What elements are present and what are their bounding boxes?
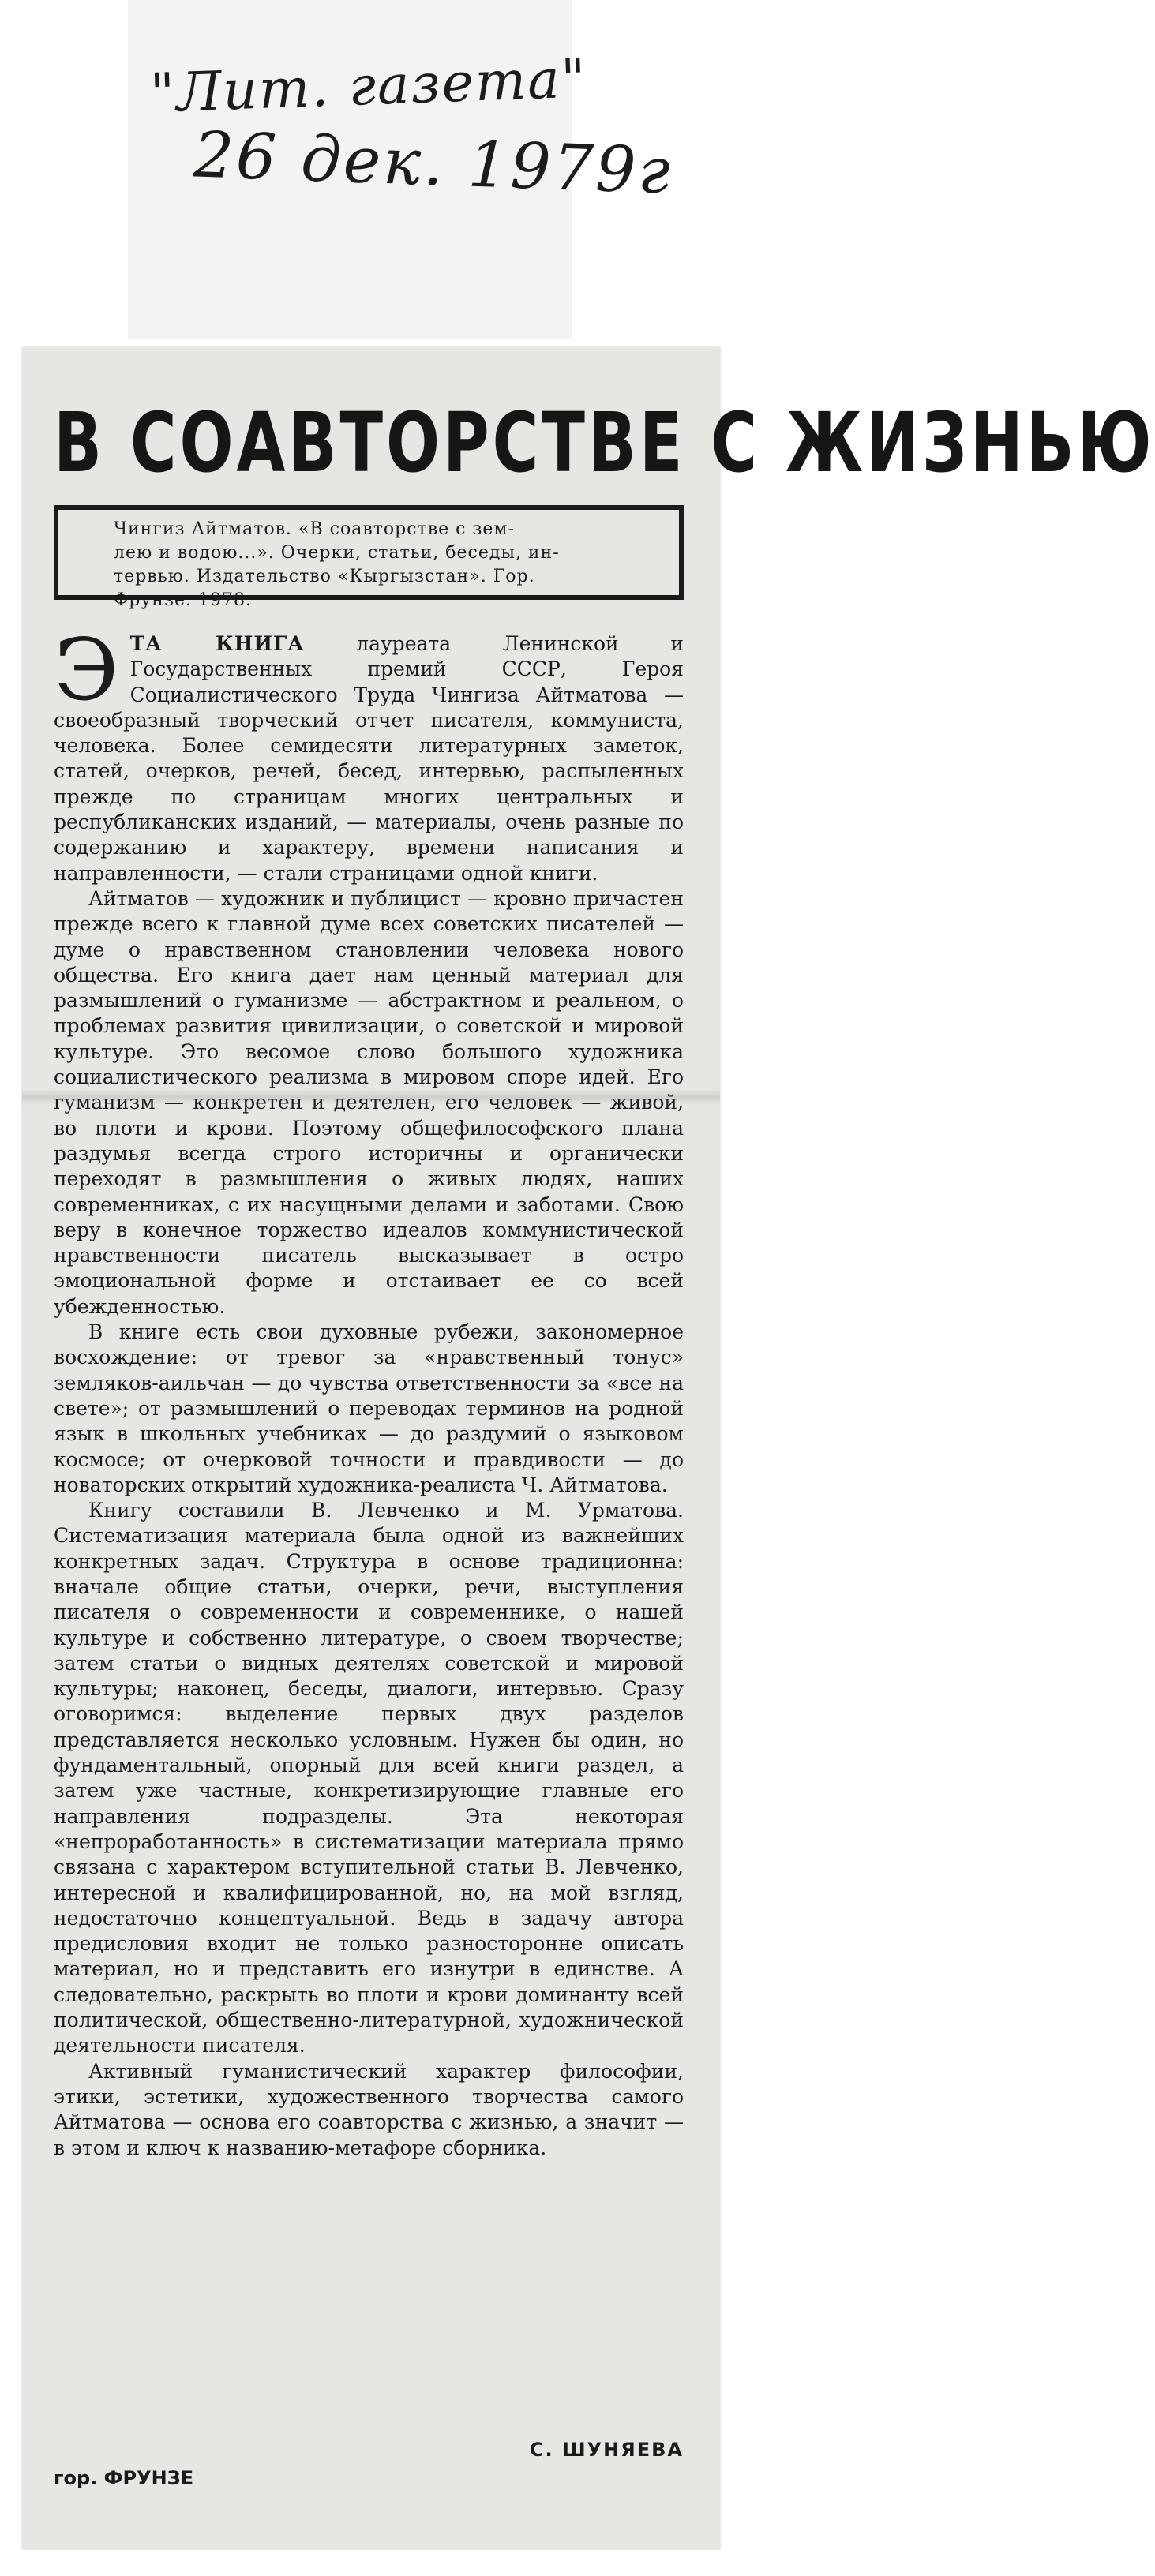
paragraph [54, 621, 684, 886]
article-body [54, 621, 684, 2161]
paragraph: Книгу составили В. Левченко и М. Урматова. Систематизация материала была одной из важнейших конкретных задач. Структура в основе традиционна: вначале общие статьи, очерки, речи, выступления писателя о современности и современнике, о нашей культуре и собственно литературе, о своем творчестве; затем статьи о видных деятелях советской и мировой культуры; наконец, беседы, диалоги, интервью. Сразу оговоримся: выделение первых двух разделов представляется несколько условным. Нужен бы один, но фундаментальный, опорный для всей книги раздел, а затем уже частные, конкретизирующие главные его направления подразделы. Эта некоторая «непроработанность» в систематизации материала прямо связана с характером вступительной статьи В. Левченко, интересной и квалифицированной, но, на мой взгляд, недостаточно концептуальной. Ведь в задачу автора предисловия входит не только разносторонне описать материал, но и представить его изнутри в единстве. А следовательно, раскрыть во плоти и крови доминанту всей политической, общественно-литературной, художнической деятельности писателя. [54, 1499, 684, 2057]
newspaper-clipping [22, 347, 1155, 2549]
author-signature: С. ШУНЯЕВА [529, 2439, 684, 2461]
paragraph-text: лауреата Ленинской и Государственных премий СССР, Героя Социалистического Труда Чингиза Айтматова — своеобразный творческий отчет писателя, коммуниста, человека. Более семидесяти литературных заметок, статей, очерков, речей, бесед, интервью, распыленных прежде по страницам многих центральных и республиканских изданий, — материалы, очень разные по содержанию и характеру, времени написания и направленности, — стали страницами одной книги. [54, 632, 684, 885]
article-headline: В СОАВТОРСТВЕ С ЖИЗНЬЮ [54, 395, 1155, 491]
drop-cap: Э [54, 621, 119, 720]
book-info-box [54, 505, 684, 610]
book-info-line: Чингиз Айтматов. «В соавторстве с зем- [114, 519, 515, 539]
paragraph: В книге есть свои духовные рубежи, закономерное восхождение: от тревог за «нравственный тонус» земляков-аильчан — до чувства ответственности за «все на свете»; от размышлений о переводах терминов на родной язык в школьных учебниках — до раздумий о языковом космосе; от очерковой точности и правдивости — до новаторских открытий художника-реалиста Ч. Айтматова. [54, 1320, 684, 1496]
article-footer [54, 2439, 684, 2489]
paragraph: Айтматов — художник и публицист — кровно причастен прежде всего к главной думе всех советских писателей — думе о нравственном становлении человека нового общества. Его книга дает нам ценный материал для размышлений о гуманизме — абстрактном и реальном, о проблемах развития цивилизации, о советской и мировой культуре. Это весомое слово большого художника социалистического реализма в мировом споре идей. Его гуманизм — конкретен и деятелен, его человек — живой, во плоти и крови. Поэтому общефилософского плана раздумья всегда строго историчны и органически переходят в размышления о живых людях, наших современниках, с их насущными делами и заботами. Свою веру в конечное торжество идеалов коммунистической нравственности писатель высказывает в остро эмоциональной форме и отстаивает ее со всей убежденностью. [54, 886, 684, 1318]
dateline-place: гор. ФРУНЗЕ [54, 2467, 194, 2489]
book-info-line: Фрунзе. 1978. [114, 590, 252, 610]
paragraph: Активный гуманистический характер философии, этики, эстетики, художественного творчества самого Айтматова — основа его соавторства с жизнью, а значит — в этом и ключ к названию-метафоре сборника. [54, 2059, 684, 2159]
lead-in: ТА КНИГА [129, 632, 305, 655]
book-info-line: тервью. Издательство «Кыргызстан». Гор. [114, 567, 535, 586]
handwritten-date: 26 дек. 1979г [192, 118, 674, 208]
book-info-line: лею и водою...». Очерки, статьи, беседы, ин- [114, 543, 560, 563]
handwritten-source: "Лит. газета" [148, 47, 589, 125]
